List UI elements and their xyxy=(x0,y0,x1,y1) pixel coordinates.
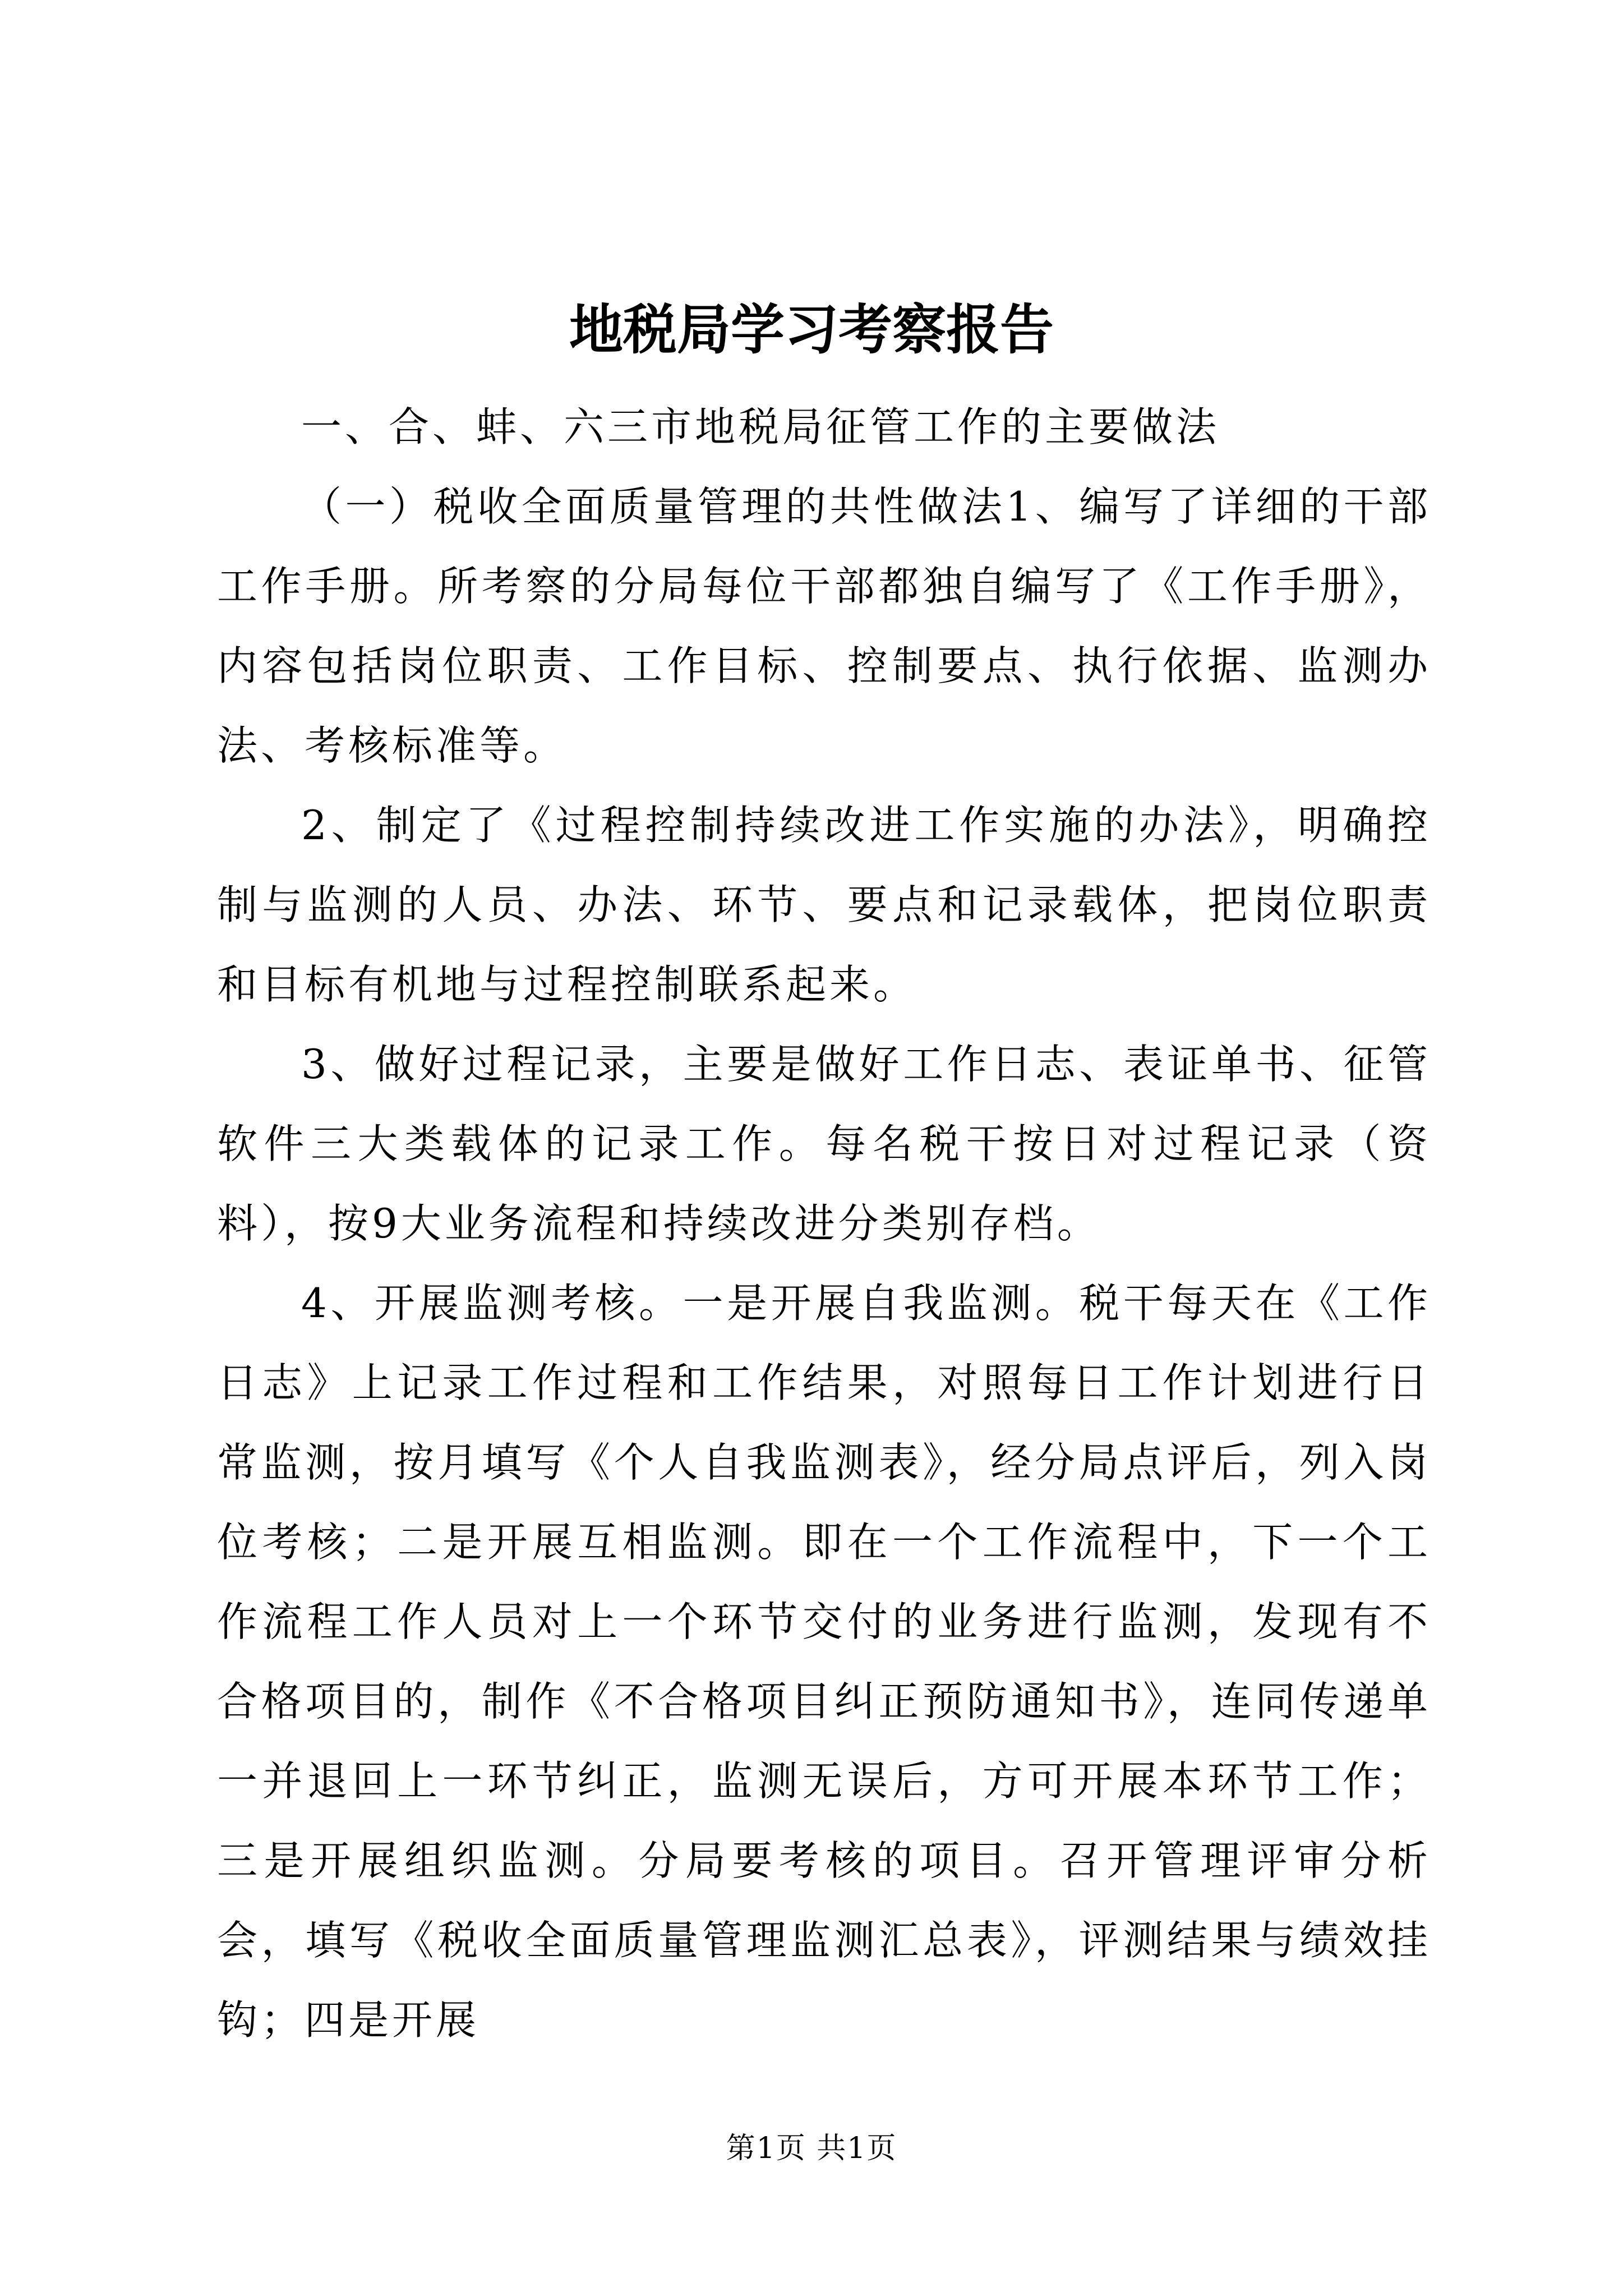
page-footer: 第1页 共1页 xyxy=(726,2132,897,2165)
paragraph-2: 2、制定了《过程控制持续改进工作实施的办法》，明确控制与监测的人员、办法、环节、要点和记录载体，把岗位职责和目标有机地与过程控制联系起来。 xyxy=(217,802,1431,1008)
paragraph-3: 3、做好过程记录，主要是做好工作日志、表证单书、征管软件三大类载体的记录工作。每名税干按日对过程记录（资料），按9大业务流程和持续改进分类别存档。 xyxy=(217,1041,1431,1247)
section-heading: 一、合、蚌、六三市地税局征管工作的主要做法 xyxy=(301,403,1220,450)
paragraph-1: （一）税收全面质量管理的共性做法1、编写了详细的干部工作手册。所考察的分局每位干部都独自编写了《工作手册》，内容包括岗位职责、工作目标、控制要点、执行依据、监测办法、考核标准等。 xyxy=(217,483,1431,769)
document-title: 地税局学习考察报告 xyxy=(569,298,1054,361)
document-body xyxy=(217,387,1431,2060)
paragraph-4: 4、开展监测考核。一是开展自我监测。税干每天在《工作日志》上记录工作过程和工作结果，对照每日工作计划进行日常监测，按月填写《个人自我监测表》，经分局点评后，列入岗位考核；二是开展互相监测。即在一个工作流程中，下一个工作流程工作人员对上一个环节交付的业务进行监测，发现有不合格项目的，制作《不合格项目纠正预防通知书》，连同传递单一并退回上一环节纠正，监测无误后，方可开展本环节工作；三是开展组织监测。分局要考核的项目。召开管理评审分析会，填写《税收全面质量管理监测汇总表》，评测结果与绩效挂钩；四是开展 xyxy=(217,1280,1431,2044)
